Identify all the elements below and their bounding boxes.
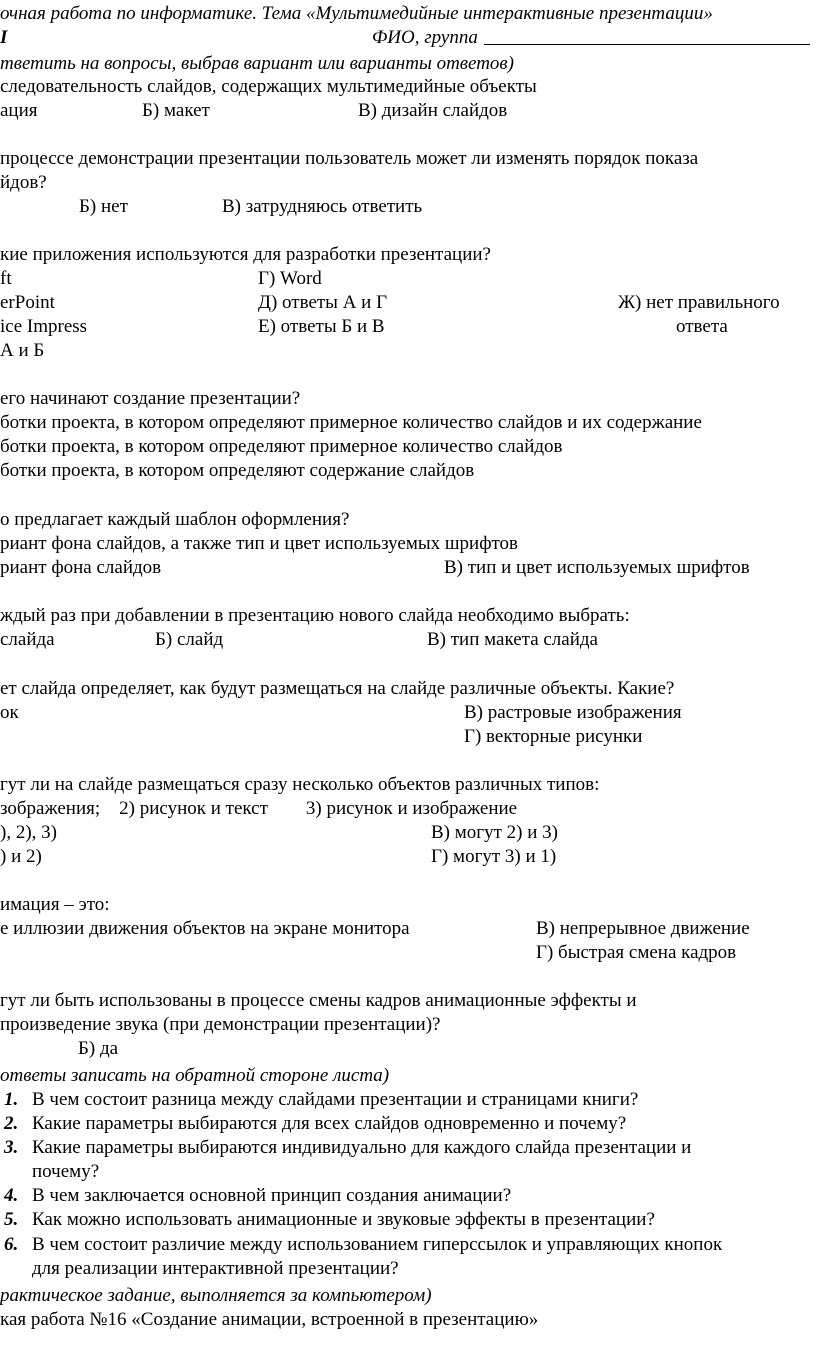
q8-option-b: ) и 2) <box>0 846 42 867</box>
q3-option-d: Д) ответы А и Г <box>258 292 388 313</box>
q6-option-a: слайда <box>0 629 55 650</box>
q3-option-extra: А и Б <box>0 340 45 361</box>
q3-option-c: ice Impress <box>0 316 88 337</box>
q4-option-b: ботки проекта, в котором определяют примерное количество слайдов <box>0 436 563 457</box>
part1-instruction: тветить на вопросы, выбрав вариант или варианты ответов) <box>0 53 515 74</box>
part2-item-5-number: 5. <box>4 1209 19 1230</box>
q9-text: имация – это: <box>0 894 110 915</box>
fio-label: ФИО, группа <box>372 27 478 48</box>
q5-text: о предлагает каждый шаблон оформления? <box>0 509 350 530</box>
q7-option-d: Г) векторные рисунки <box>464 726 643 747</box>
q5-option-b: риант фона слайдов <box>0 557 162 578</box>
q8-option-a: ), 2), 3) <box>0 822 57 843</box>
q3-option-e: Е) ответы Б и В <box>258 316 385 337</box>
part3-instruction: рактическое задание, выполняется за компьютером) <box>0 1285 432 1306</box>
q3-option-b: erPoint <box>0 292 55 313</box>
q3-option-a: ft <box>0 268 12 289</box>
q6-text: ждый раз при добавлении в презентацию нового слайда необходимо выбрать: <box>0 605 630 626</box>
q10-option-b: Б) да <box>78 1038 119 1059</box>
variant-label: I <box>0 27 8 48</box>
part2-item-6-text: В чем состоит различие между использованием гиперссылок и управляющих кнопок <box>32 1234 723 1255</box>
part2-item-1-number: 1. <box>4 1089 19 1110</box>
q4-option-a: ботки проекта, в котором определяют примерное количество слайдов и их содержание <box>0 412 702 433</box>
q3-option-zh-cont: ответа <box>676 316 728 337</box>
q2-option-b: Б) нет <box>79 196 128 217</box>
part2-instruction: ответы записать на обратной стороне листа) <box>0 1065 390 1086</box>
q4-option-c: ботки проекта, в котором определяют содержание слайдов <box>0 460 475 481</box>
q6-option-c: В) тип макета слайда <box>427 629 598 650</box>
document-title: очная работа по информатике. Тема «Мультимедийные интерактивные презентации» <box>0 3 713 24</box>
part2-item-4-number: 4. <box>4 1185 19 1206</box>
q3-option-g: Г) Word <box>258 268 322 289</box>
part2-item-3-text: Какие параметры выбираются индивидуально для каждого слайда презентации и <box>32 1137 692 1158</box>
q8-option-d: Г) могут 3) и 1) <box>431 846 557 867</box>
part2-item-5-text: Как можно использовать анимационные и звуковые эффекты в презентации? <box>32 1209 655 1230</box>
q8-options: зображения; 2) рисунок и текст 3) рисунок и изображение <box>0 798 518 819</box>
q1-option-a: ация <box>0 100 38 121</box>
q9-option-d: Г) быстрая смена кадров <box>536 942 737 963</box>
part2-item-2-number: 2. <box>4 1113 19 1134</box>
q2-text-line1: процессе демонстрации презентации пользователь может ли изменять порядок показа <box>0 148 699 169</box>
part2-item-6-number: 6. <box>4 1234 19 1255</box>
part3-task: кая работа №16 «Создание анимации, встроенной в презентацию» <box>0 1309 539 1330</box>
q3-option-zh: Ж) нет правильного <box>618 292 780 313</box>
fio-underline <box>484 44 810 45</box>
q8-text: гут ли на слайде размещаться сразу несколько объектов различных типов: <box>0 774 600 795</box>
part2-item-3-number: 3. <box>4 1137 19 1158</box>
part2-item-6-text-cont: для реализации интерактивной презентации? <box>32 1258 399 1279</box>
q7-option-a: ок <box>0 702 19 723</box>
q1-option-c: В) дизайн слайдов <box>358 100 508 121</box>
q10-text-line2: произведение звука (при демонстрации презентации)? <box>0 1014 441 1035</box>
q7-text: ет слайда определяет, как будут размещаться на слайде различные объекты. Какие? <box>0 678 675 699</box>
part2-item-2-text: Какие параметры выбираются для всех слайдов одновременно и почему? <box>32 1113 627 1134</box>
q2-text-line2: йдов? <box>0 172 47 193</box>
q9-option-a: е иллюзии движения объектов на экране монитора <box>0 918 410 939</box>
q2-option-c: В) затрудняюсь ответить <box>222 196 423 217</box>
q6-option-b: Б) слайд <box>155 629 224 650</box>
part2-item-1-text: В чем состоит разница между слайдами презентации и страницами книги? <box>32 1089 639 1110</box>
q3-text: кие приложения используются для разработки презентации? <box>0 244 491 265</box>
q5-option-a: риант фона слайдов, а также тип и цвет используемых шрифтов <box>0 533 519 554</box>
q8-option-c: В) могут 2) и 3) <box>431 822 558 843</box>
q7-option-c: В) растровые изображения <box>464 702 682 723</box>
q5-option-c: В) тип и цвет используемых шрифтов <box>444 557 750 578</box>
q1-option-b: Б) макет <box>142 100 210 121</box>
q4-text: его начинают создание презентации? <box>0 388 301 409</box>
q1-text: следовательность слайдов, содержащих мультимедийные объекты <box>0 76 537 97</box>
part2-item-4-text: В чем заключается основной принцип создания анимации? <box>32 1185 512 1206</box>
q9-option-c: В) непрерывное движение <box>536 918 750 939</box>
part2-item-3-text-cont: почему? <box>32 1161 100 1182</box>
q10-text-line1: гут ли быть использованы в процессе смены кадров анимационные эффекты и <box>0 990 637 1011</box>
